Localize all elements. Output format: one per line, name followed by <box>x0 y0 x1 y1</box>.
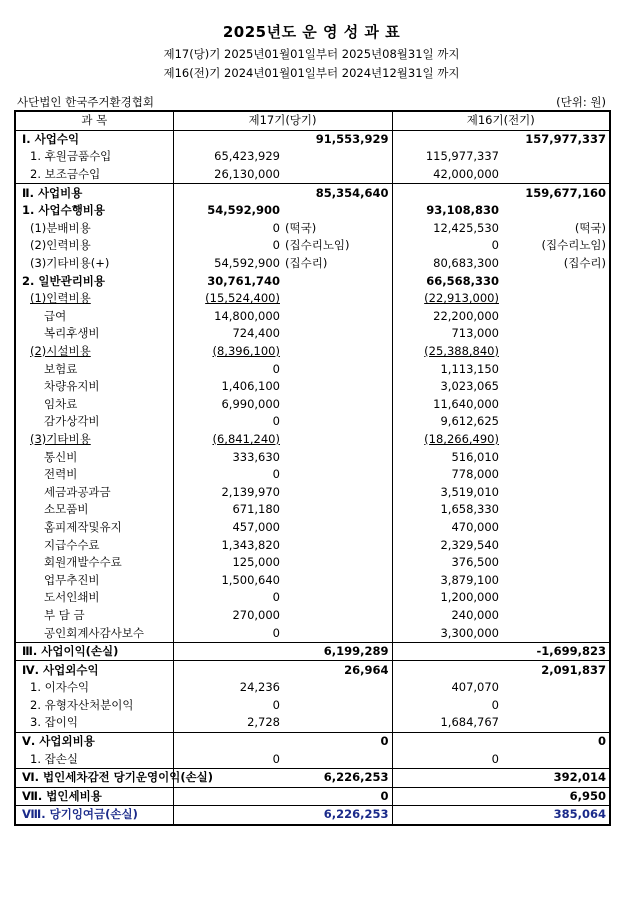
current-total: 0 <box>286 787 392 806</box>
prior-total <box>504 714 610 732</box>
table-header <box>15 111 610 130</box>
current-subtotal <box>173 806 283 825</box>
row-label: 차량유지비 <box>15 378 173 396</box>
prior-total <box>504 448 610 466</box>
prior-subtotal: 2,329,540 <box>440 537 499 552</box>
current-subtotal <box>173 787 283 806</box>
row-label: Ⅰ. 사업수익 <box>15 130 173 148</box>
current-total <box>286 607 392 625</box>
table-row <box>15 787 610 806</box>
prior-subtotal: 9,612,625 <box>440 414 499 429</box>
current-subtotal: 54,592,900 <box>214 256 280 271</box>
current-subtotal: (6,841,240) <box>212 431 280 446</box>
prior-subtotal: 240,000 <box>451 607 499 622</box>
prior-subtotal: 3,300,000 <box>440 625 499 640</box>
row-label: Ⅵ. 법인세차감전 당기운영이익(손실) <box>15 768 173 787</box>
prior-subtotal: 0 <box>491 751 499 766</box>
current-total <box>286 589 392 607</box>
prior-total <box>504 466 610 484</box>
current-subtotal: 2,728 <box>247 715 280 730</box>
current-subtotal: 30,761,740 <box>207 273 280 288</box>
current-subtotal: 0 <box>272 697 280 712</box>
current-total <box>286 325 392 343</box>
prior-subtotal: 713,000 <box>451 326 499 341</box>
current-total <box>286 202 392 220</box>
row-label: 세금과공과금 <box>15 483 173 501</box>
prior-subtotal: 80,683,300 <box>433 256 499 271</box>
prior-total: 392,014 <box>504 768 610 787</box>
table-row <box>15 536 610 554</box>
row-label: 전력비 <box>15 466 173 484</box>
prior-total <box>504 202 610 220</box>
current-total <box>286 501 392 519</box>
current-subtotal: 0 <box>272 361 280 376</box>
prior-subtotal: 1,200,000 <box>440 590 499 605</box>
prior-total <box>504 501 610 519</box>
table-row <box>15 360 610 378</box>
table-row <box>15 166 610 184</box>
row-label: 임차료 <box>15 396 173 414</box>
table-row <box>15 378 610 396</box>
current-subtotal: 54,592,900 <box>207 203 280 218</box>
table-row <box>15 202 610 220</box>
current-total <box>286 378 392 396</box>
current-total <box>286 714 392 732</box>
table-row <box>15 272 610 290</box>
row-label: 통신비 <box>15 448 173 466</box>
current-subtotal: 6,990,000 <box>221 396 280 411</box>
prior-total: (떡국) <box>574 220 607 235</box>
row-label: Ⅷ. 당기잉여금(손실) <box>15 806 173 825</box>
prior-total <box>504 343 610 361</box>
current-subtotal <box>173 661 283 679</box>
prior-subtotal <box>392 130 502 148</box>
prior-subtotal: 22,200,000 <box>433 308 499 323</box>
prior-total: (집수리) <box>563 256 607 271</box>
current-total: 91,553,929 <box>286 130 392 148</box>
table-row <box>15 554 610 572</box>
prior-total: 157,977,337 <box>504 130 610 148</box>
prior-total: 159,677,160 <box>504 184 610 202</box>
current-subtotal: 671,180 <box>232 502 280 517</box>
table-row <box>15 237 610 255</box>
current-subtotal: (15,524,400) <box>205 291 280 306</box>
column-header-prior: 제16기(전기) <box>392 111 610 130</box>
prior-subtotal: 376,500 <box>451 555 499 570</box>
prior-total <box>504 396 610 414</box>
row-label: Ⅱ. 사업비용 <box>15 184 173 202</box>
table-row <box>15 607 610 625</box>
row-label: 2. 유형자산처분이익 <box>15 697 173 715</box>
prior-total <box>504 378 610 396</box>
current-total: 6,199,289 <box>286 642 392 661</box>
table-row <box>15 220 610 238</box>
current-subtotal: 0 <box>272 467 280 482</box>
table-row <box>15 290 610 308</box>
current-subtotal <box>173 130 283 148</box>
prior-subtotal: 778,000 <box>451 467 499 482</box>
table-row <box>15 571 610 589</box>
current-total <box>286 448 392 466</box>
prior-total <box>504 607 610 625</box>
table-row <box>15 148 610 166</box>
unit-label: (단위: 원) <box>556 95 606 109</box>
row-label: (3)기타비용(+) <box>15 255 173 273</box>
prior-subtotal: 42,000,000 <box>433 167 499 182</box>
prior-total <box>504 148 610 166</box>
prior-total <box>504 360 610 378</box>
prior-subtotal: (18,266,490) <box>424 431 499 446</box>
prior-total <box>504 536 610 554</box>
prior-total <box>504 308 610 326</box>
prior-subtotal: 0 <box>491 238 499 253</box>
prior-subtotal: 66,568,330 <box>426 273 499 288</box>
current-total <box>286 679 392 697</box>
report-title: 2025년도 운 영 성 과 표 <box>222 23 401 41</box>
operating-results-table <box>14 110 611 826</box>
row-label: Ⅲ. 사업이익(손실) <box>15 642 173 661</box>
prior-total <box>504 624 610 642</box>
row-label: (1)분배비용 <box>15 220 173 238</box>
period-prior: 제16(전)기 2024년01월01일부터 2024년12월31일 까지 <box>163 66 460 80</box>
table-row <box>15 642 610 661</box>
prior-total <box>504 750 610 768</box>
row-label: Ⅳ. 사업외수익 <box>15 661 173 679</box>
current-total <box>286 360 392 378</box>
table-row <box>15 714 610 732</box>
table-row <box>15 308 610 326</box>
prior-total <box>504 272 610 290</box>
current-subtotal: 1,500,640 <box>221 572 280 587</box>
prior-subtotal: 93,108,830 <box>426 203 499 218</box>
row-label: 1. 후원금품수입 <box>15 148 173 166</box>
current-total: 6,226,253 <box>286 768 392 787</box>
current-subtotal: 0 <box>272 220 280 235</box>
prior-total: 2,091,837 <box>504 661 610 679</box>
table-row <box>15 396 610 414</box>
current-subtotal: 0 <box>272 238 280 253</box>
table-row <box>15 806 610 825</box>
prior-total: 0 <box>504 732 610 750</box>
period-current: 제17(당)기 2025년01월01일부터 2025년08월31일 까지 <box>163 47 460 61</box>
prior-total <box>504 413 610 431</box>
prior-total <box>504 431 610 449</box>
row-label: 공인회계사감사보수 <box>15 624 173 642</box>
table-row <box>15 431 610 449</box>
table-row <box>15 255 610 273</box>
prior-subtotal <box>392 768 502 787</box>
current-subtotal: 125,000 <box>232 555 280 570</box>
table-row <box>15 732 610 750</box>
row-label: 복리후생비 <box>15 325 173 343</box>
current-total <box>286 272 392 290</box>
prior-subtotal <box>392 661 502 679</box>
current-total <box>286 519 392 537</box>
row-label: 회원개발수수료 <box>15 554 173 572</box>
current-total <box>286 308 392 326</box>
current-total: 0 <box>286 732 392 750</box>
current-note: (집수리) <box>285 256 328 271</box>
prior-total <box>504 589 610 607</box>
table-row <box>15 589 610 607</box>
prior-total: 385,064 <box>504 806 610 825</box>
prior-total <box>504 554 610 572</box>
row-label: 1. 잡손실 <box>15 750 173 768</box>
current-total <box>286 413 392 431</box>
table-row <box>15 501 610 519</box>
current-subtotal: 14,800,000 <box>214 308 280 323</box>
current-total <box>286 343 392 361</box>
current-subtotal: 24,236 <box>239 680 280 695</box>
prior-subtotal <box>392 787 502 806</box>
current-total <box>286 750 392 768</box>
prior-subtotal: 12,425,530 <box>433 220 499 235</box>
prior-subtotal: 3,023,065 <box>440 379 499 394</box>
prior-total <box>504 679 610 697</box>
row-label: Ⅴ. 사업외비용 <box>15 732 173 750</box>
prior-subtotal <box>392 642 502 661</box>
prior-total <box>504 697 610 715</box>
prior-subtotal: (22,913,000) <box>424 291 499 306</box>
current-subtotal: 724,400 <box>232 326 280 341</box>
column-header-item: 과 목 <box>15 111 173 130</box>
prior-subtotal: 0 <box>491 697 499 712</box>
table-row <box>15 325 610 343</box>
current-total: 26,964 <box>286 661 392 679</box>
current-subtotal: 1,343,820 <box>221 537 280 552</box>
table-row <box>15 519 610 537</box>
current-subtotal: 0 <box>272 751 280 766</box>
table-row <box>15 130 610 148</box>
current-subtotal: 0 <box>272 414 280 429</box>
prior-total <box>504 483 610 501</box>
current-total <box>286 396 392 414</box>
table-row <box>15 697 610 715</box>
prior-total <box>504 519 610 537</box>
current-total <box>286 290 392 308</box>
current-total <box>286 166 392 184</box>
table-row <box>15 413 610 431</box>
current-subtotal: 0 <box>272 590 280 605</box>
prior-subtotal: 516,010 <box>451 449 499 464</box>
current-total <box>286 571 392 589</box>
row-label: 2. 일반관리비용 <box>15 272 173 290</box>
current-total <box>286 624 392 642</box>
current-total: 6,226,253 <box>286 806 392 825</box>
current-total <box>286 536 392 554</box>
prior-subtotal: 1,658,330 <box>440 502 499 517</box>
row-label: 소모품비 <box>15 501 173 519</box>
table-row <box>15 679 610 697</box>
current-subtotal: 65,423,929 <box>214 149 280 164</box>
row-label: 지급수수료 <box>15 536 173 554</box>
current-subtotal: 0 <box>272 625 280 640</box>
table-row <box>15 661 610 679</box>
row-label: 부 담 금 <box>15 607 173 625</box>
row-label: 도서인쇄비 <box>15 589 173 607</box>
prior-total <box>504 325 610 343</box>
current-note: (집수리노임) <box>285 238 350 253</box>
current-total: 85,354,640 <box>286 184 392 202</box>
table-row <box>15 768 610 787</box>
row-label: (3)기타비용 <box>15 431 173 449</box>
current-total <box>286 148 392 166</box>
current-total <box>286 466 392 484</box>
current-subtotal: (8,396,100) <box>212 344 280 359</box>
current-subtotal <box>173 732 283 750</box>
current-total <box>286 483 392 501</box>
row-label: (1)인력비용 <box>15 290 173 308</box>
prior-subtotal: 11,640,000 <box>433 396 499 411</box>
table-row <box>15 750 610 768</box>
prior-subtotal: 3,519,010 <box>440 484 499 499</box>
row-label: (2)시설비용 <box>15 343 173 361</box>
row-label: 감가상각비 <box>15 413 173 431</box>
row-label: 급여 <box>15 308 173 326</box>
prior-total: -1,699,823 <box>504 642 610 661</box>
table-row <box>15 184 610 202</box>
current-subtotal: 2,139,970 <box>221 484 280 499</box>
prior-total <box>504 166 610 184</box>
prior-subtotal <box>392 184 502 202</box>
prior-subtotal: 407,070 <box>451 680 499 695</box>
organization-name: 사단법인 한국주거환경협회 <box>17 95 154 109</box>
prior-subtotal: 470,000 <box>451 519 499 534</box>
table-row <box>15 343 610 361</box>
row-label: 2. 보조금수입 <box>15 166 173 184</box>
prior-total <box>504 571 610 589</box>
prior-subtotal <box>392 806 502 825</box>
row-label: 3. 잡이익 <box>15 714 173 732</box>
prior-total <box>504 290 610 308</box>
column-header-current: 제17기(당기) <box>173 111 392 130</box>
current-subtotal: 457,000 <box>232 519 280 534</box>
row-label: 업무추진비 <box>15 571 173 589</box>
current-subtotal: 26,130,000 <box>214 167 280 182</box>
prior-subtotal: (25,388,840) <box>424 344 499 359</box>
current-subtotal: 1,406,100 <box>221 379 280 394</box>
prior-subtotal <box>392 732 502 750</box>
row-label: 1. 사업수행비용 <box>15 202 173 220</box>
row-label: 보험료 <box>15 360 173 378</box>
prior-subtotal: 1,113,150 <box>440 361 499 376</box>
row-label: 1. 이자수익 <box>15 679 173 697</box>
current-subtotal <box>173 184 283 202</box>
row-label: Ⅶ. 법인세비용 <box>15 787 173 806</box>
current-total <box>286 431 392 449</box>
current-subtotal: 333,630 <box>232 449 280 464</box>
prior-subtotal: 115,977,337 <box>425 149 499 164</box>
table-row <box>15 624 610 642</box>
current-total <box>286 697 392 715</box>
table-row <box>15 448 610 466</box>
table-row <box>15 483 610 501</box>
current-subtotal: 270,000 <box>232 607 280 622</box>
prior-subtotal: 3,879,100 <box>440 572 499 587</box>
prior-subtotal: 1,684,767 <box>440 715 499 730</box>
current-note: (떡국) <box>285 220 317 235</box>
row-label: 홈피제작및유지 <box>15 519 173 537</box>
prior-total: (집수리노임) <box>541 238 607 253</box>
prior-total: 6,950 <box>504 787 610 806</box>
current-subtotal <box>173 642 283 661</box>
current-total <box>286 554 392 572</box>
table-row <box>15 466 610 484</box>
row-label: (2)인력비용 <box>15 237 173 255</box>
